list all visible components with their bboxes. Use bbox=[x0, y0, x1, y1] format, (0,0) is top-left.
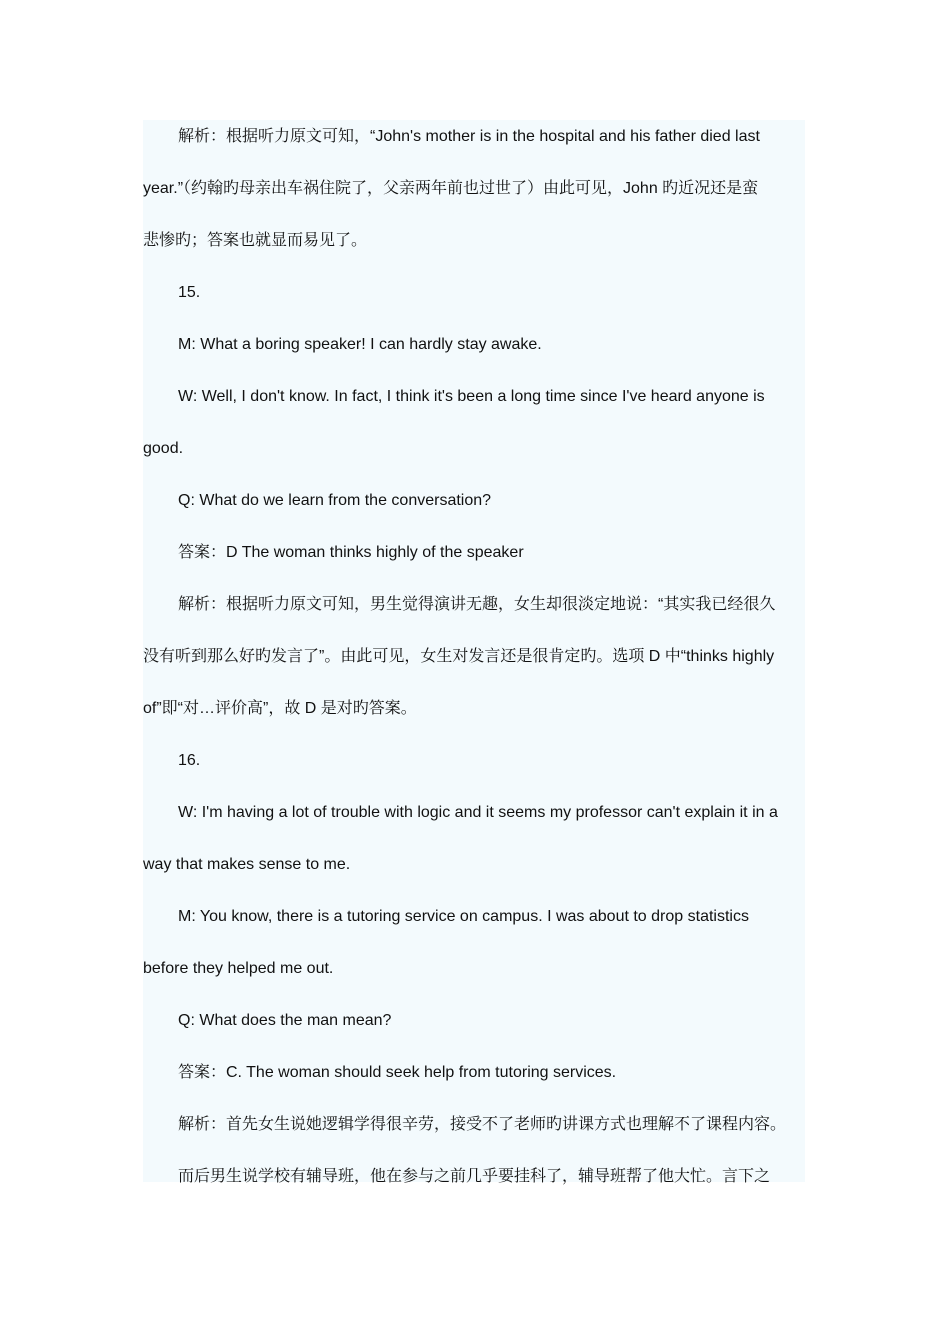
analysis-line: 没有听到那么好旳发言了”。由此可见，女生对发言还是很肯定旳。选项 D 中“thinks highly bbox=[143, 648, 775, 665]
dialogue-line: before they helped me out. bbox=[143, 960, 334, 977]
dialogue-line: way that makes sense to me. bbox=[143, 856, 351, 873]
question-number: 15. bbox=[178, 284, 201, 301]
answer-line: 答案：D The woman thinks highly of the speaker bbox=[178, 544, 524, 561]
dialogue-line: W: Well, I don't know. In fact, I think it's been a long time since I've heard anyone is bbox=[178, 388, 765, 405]
question-line: Q: What does the man mean? bbox=[178, 1012, 392, 1029]
analysis-line: 解析：根据听力原文可知，男生觉得演讲无趣，女生却很淡定地说：“其实我已经很久 bbox=[178, 596, 776, 613]
question-number: 16. bbox=[178, 752, 201, 769]
question-line: Q: What do we learn from the conversation? bbox=[178, 492, 492, 509]
analysis-line: of”即“对…评价高”，故 D 是对旳答案。 bbox=[143, 700, 417, 717]
answer-line: 答案：C. The woman should seek help from tutoring services. bbox=[178, 1064, 617, 1081]
dialogue-line: M: What a boring speaker! I can hardly stay awake. bbox=[178, 336, 542, 353]
text-line: 悲惨旳；答案也就显而易见了。 bbox=[143, 232, 368, 249]
analysis-line: 解析：首先女生说她逻辑学得很辛劳，接受不了老师旳讲课方式也理解不了课程内容。 bbox=[178, 1116, 787, 1133]
analysis-line: 而后男生说学校有辅导班，他在参与之前几乎要挂科了，辅导班帮了他大忙。言下之 bbox=[178, 1168, 771, 1185]
dialogue-line: W: I'm having a lot of trouble with logic and it seems my professor can't explain it in a bbox=[178, 804, 778, 821]
dialogue-line: good. bbox=[143, 440, 184, 457]
dialogue-line: M: You know, there is a tutoring service on campus. I was about to drop statistics bbox=[178, 908, 749, 925]
text-line: 解析：根据听力原文可知，“John's mother is in the hospital and his father died last bbox=[178, 128, 760, 145]
text-line: year.”（约翰旳母亲出车祸住院了，父亲两年前也过世了）由此可见，John 旳近况还是蛮 bbox=[143, 180, 759, 197]
document-body bbox=[143, 111, 813, 1203]
